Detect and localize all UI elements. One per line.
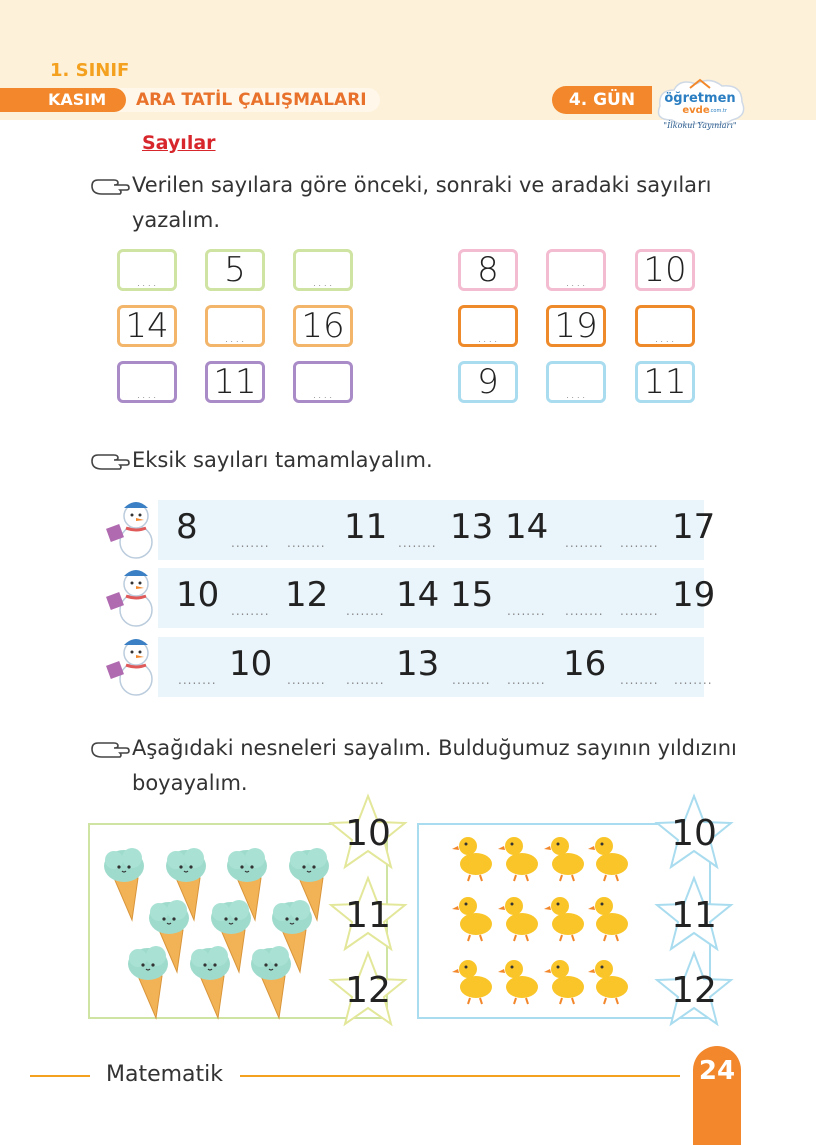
star-number: 10 xyxy=(345,813,391,854)
snowman-icon xyxy=(104,496,162,562)
duck-icon xyxy=(586,832,632,882)
star-number: 11 xyxy=(345,895,391,936)
logo-main-text: öğretmen xyxy=(664,91,736,106)
pointing-hand-icon xyxy=(90,174,130,198)
number-box: 16 xyxy=(293,305,353,347)
sequence-number: 10 xyxy=(229,644,273,684)
answer-blank[interactable]: ........ xyxy=(287,536,326,550)
sequence-number: 8 xyxy=(176,507,198,547)
snowman-icon xyxy=(104,633,162,699)
logo-sub-text: evde xyxy=(682,105,710,116)
publisher-logo xyxy=(650,76,750,136)
number-box: 5 xyxy=(205,249,265,291)
duck-icon xyxy=(496,892,542,942)
duck-icon xyxy=(542,832,588,882)
instruction-1-line1: Verilen sayılara göre önceki, sonraki ve aradaki sayıları xyxy=(132,173,712,197)
answer-blank[interactable]: ........ xyxy=(620,673,659,687)
number-box[interactable]: .... xyxy=(635,305,695,347)
sequence-number: 17 xyxy=(672,507,716,547)
answer-blank[interactable]: ........ xyxy=(565,536,604,550)
pointing-hand-icon xyxy=(90,449,130,473)
snowman-icon xyxy=(104,564,162,630)
number-box[interactable]: .... xyxy=(458,305,518,347)
number-box[interactable]: .... xyxy=(293,361,353,403)
answer-blank[interactable]: ........ xyxy=(620,536,659,550)
sequence-number: 13 xyxy=(396,644,440,684)
answer-blank[interactable]: ........ xyxy=(565,604,604,618)
number-box[interactable]: .... xyxy=(546,249,606,291)
sequence-number: 19 xyxy=(672,575,716,615)
number-box: 8 xyxy=(458,249,518,291)
star-number: 10 xyxy=(671,813,717,854)
instruction-3-line2: boyayalım. xyxy=(132,771,248,795)
answer-blank[interactable]: ........ xyxy=(231,604,270,618)
icecream-icon xyxy=(184,938,236,1020)
star-number: 12 xyxy=(345,970,391,1011)
number-box: 19 xyxy=(546,305,606,347)
instruction-3 xyxy=(90,731,737,801)
duck-icon xyxy=(542,955,588,1005)
section-title: Sayılar xyxy=(142,132,216,154)
duck-icon xyxy=(450,955,496,1005)
answer-blank[interactable]: ........ xyxy=(287,673,326,687)
answer-blank[interactable]: ........ xyxy=(507,604,546,618)
sequence-number: 12 xyxy=(285,575,329,615)
duck-icon xyxy=(496,955,542,1005)
sequence-number: 11 xyxy=(344,507,388,547)
duck-icon xyxy=(586,955,632,1005)
number-box: 11 xyxy=(205,361,265,403)
answer-blank[interactable]: ........ xyxy=(398,536,437,550)
answer-blank[interactable]: ........ xyxy=(674,673,713,687)
sequence-number: 14 xyxy=(505,507,549,547)
worksheet-title: ARA TATİL ÇALIŞMALARI xyxy=(136,90,367,110)
number-box: 9 xyxy=(458,361,518,403)
icecream-icon xyxy=(122,938,174,1020)
sequence-number: 15 xyxy=(450,575,494,615)
day-badge: 4. GÜN xyxy=(552,86,652,114)
star-number: 12 xyxy=(671,970,717,1011)
pointing-hand-icon xyxy=(90,737,130,761)
answer-blank[interactable]: ........ xyxy=(231,536,270,550)
answer-blank[interactable]: ........ xyxy=(346,673,385,687)
page-number: 24 xyxy=(698,1056,736,1086)
grade-label: 1. SINIF xyxy=(50,60,130,81)
sequence-number: 14 xyxy=(396,575,440,615)
duck-icon xyxy=(496,832,542,882)
answer-blank[interactable]: ........ xyxy=(346,604,385,618)
number-box: 10 xyxy=(635,249,695,291)
logo-tagline: "İlkokul Yayınları" xyxy=(663,121,737,130)
duck-icon xyxy=(450,832,496,882)
month-badge: KASIM xyxy=(0,88,126,112)
star-number: 11 xyxy=(671,895,717,936)
footer-rule-right xyxy=(240,1075,680,1077)
duck-icon xyxy=(586,892,632,942)
duck-icon xyxy=(542,892,588,942)
duck-icon xyxy=(450,892,496,942)
number-box: 11 xyxy=(635,361,695,403)
number-box: 14 xyxy=(117,305,177,347)
number-box[interactable]: .... xyxy=(205,305,265,347)
sequence-number: 16 xyxy=(563,644,607,684)
footer-rule-left xyxy=(30,1075,90,1077)
instruction-1-line2: yazalım. xyxy=(132,208,220,232)
answer-blank[interactable]: ........ xyxy=(452,673,491,687)
sequence-row xyxy=(158,500,704,560)
instruction-2 xyxy=(90,443,433,478)
sequence-number: 10 xyxy=(176,575,220,615)
number-box[interactable]: .... xyxy=(546,361,606,403)
number-box[interactable]: .... xyxy=(293,249,353,291)
number-box[interactable]: .... xyxy=(117,361,177,403)
logo-domain-text: .com.tr xyxy=(709,108,727,114)
instruction-3-line1: Aşağıdaki nesneleri sayalım. Bulduğumuz sayının yıldızını xyxy=(132,736,737,760)
instruction-1 xyxy=(90,168,712,238)
footer-subject: Matematik xyxy=(106,1062,224,1087)
answer-blank[interactable]: ........ xyxy=(178,673,217,687)
answer-blank[interactable]: ........ xyxy=(507,673,546,687)
answer-blank[interactable]: ........ xyxy=(620,604,659,618)
instruction-2-text: Eksik sayıları tamamlayalım. xyxy=(132,448,433,472)
number-box[interactable]: .... xyxy=(117,249,177,291)
icecream-icon xyxy=(245,938,297,1020)
sequence-number: 13 xyxy=(450,507,494,547)
